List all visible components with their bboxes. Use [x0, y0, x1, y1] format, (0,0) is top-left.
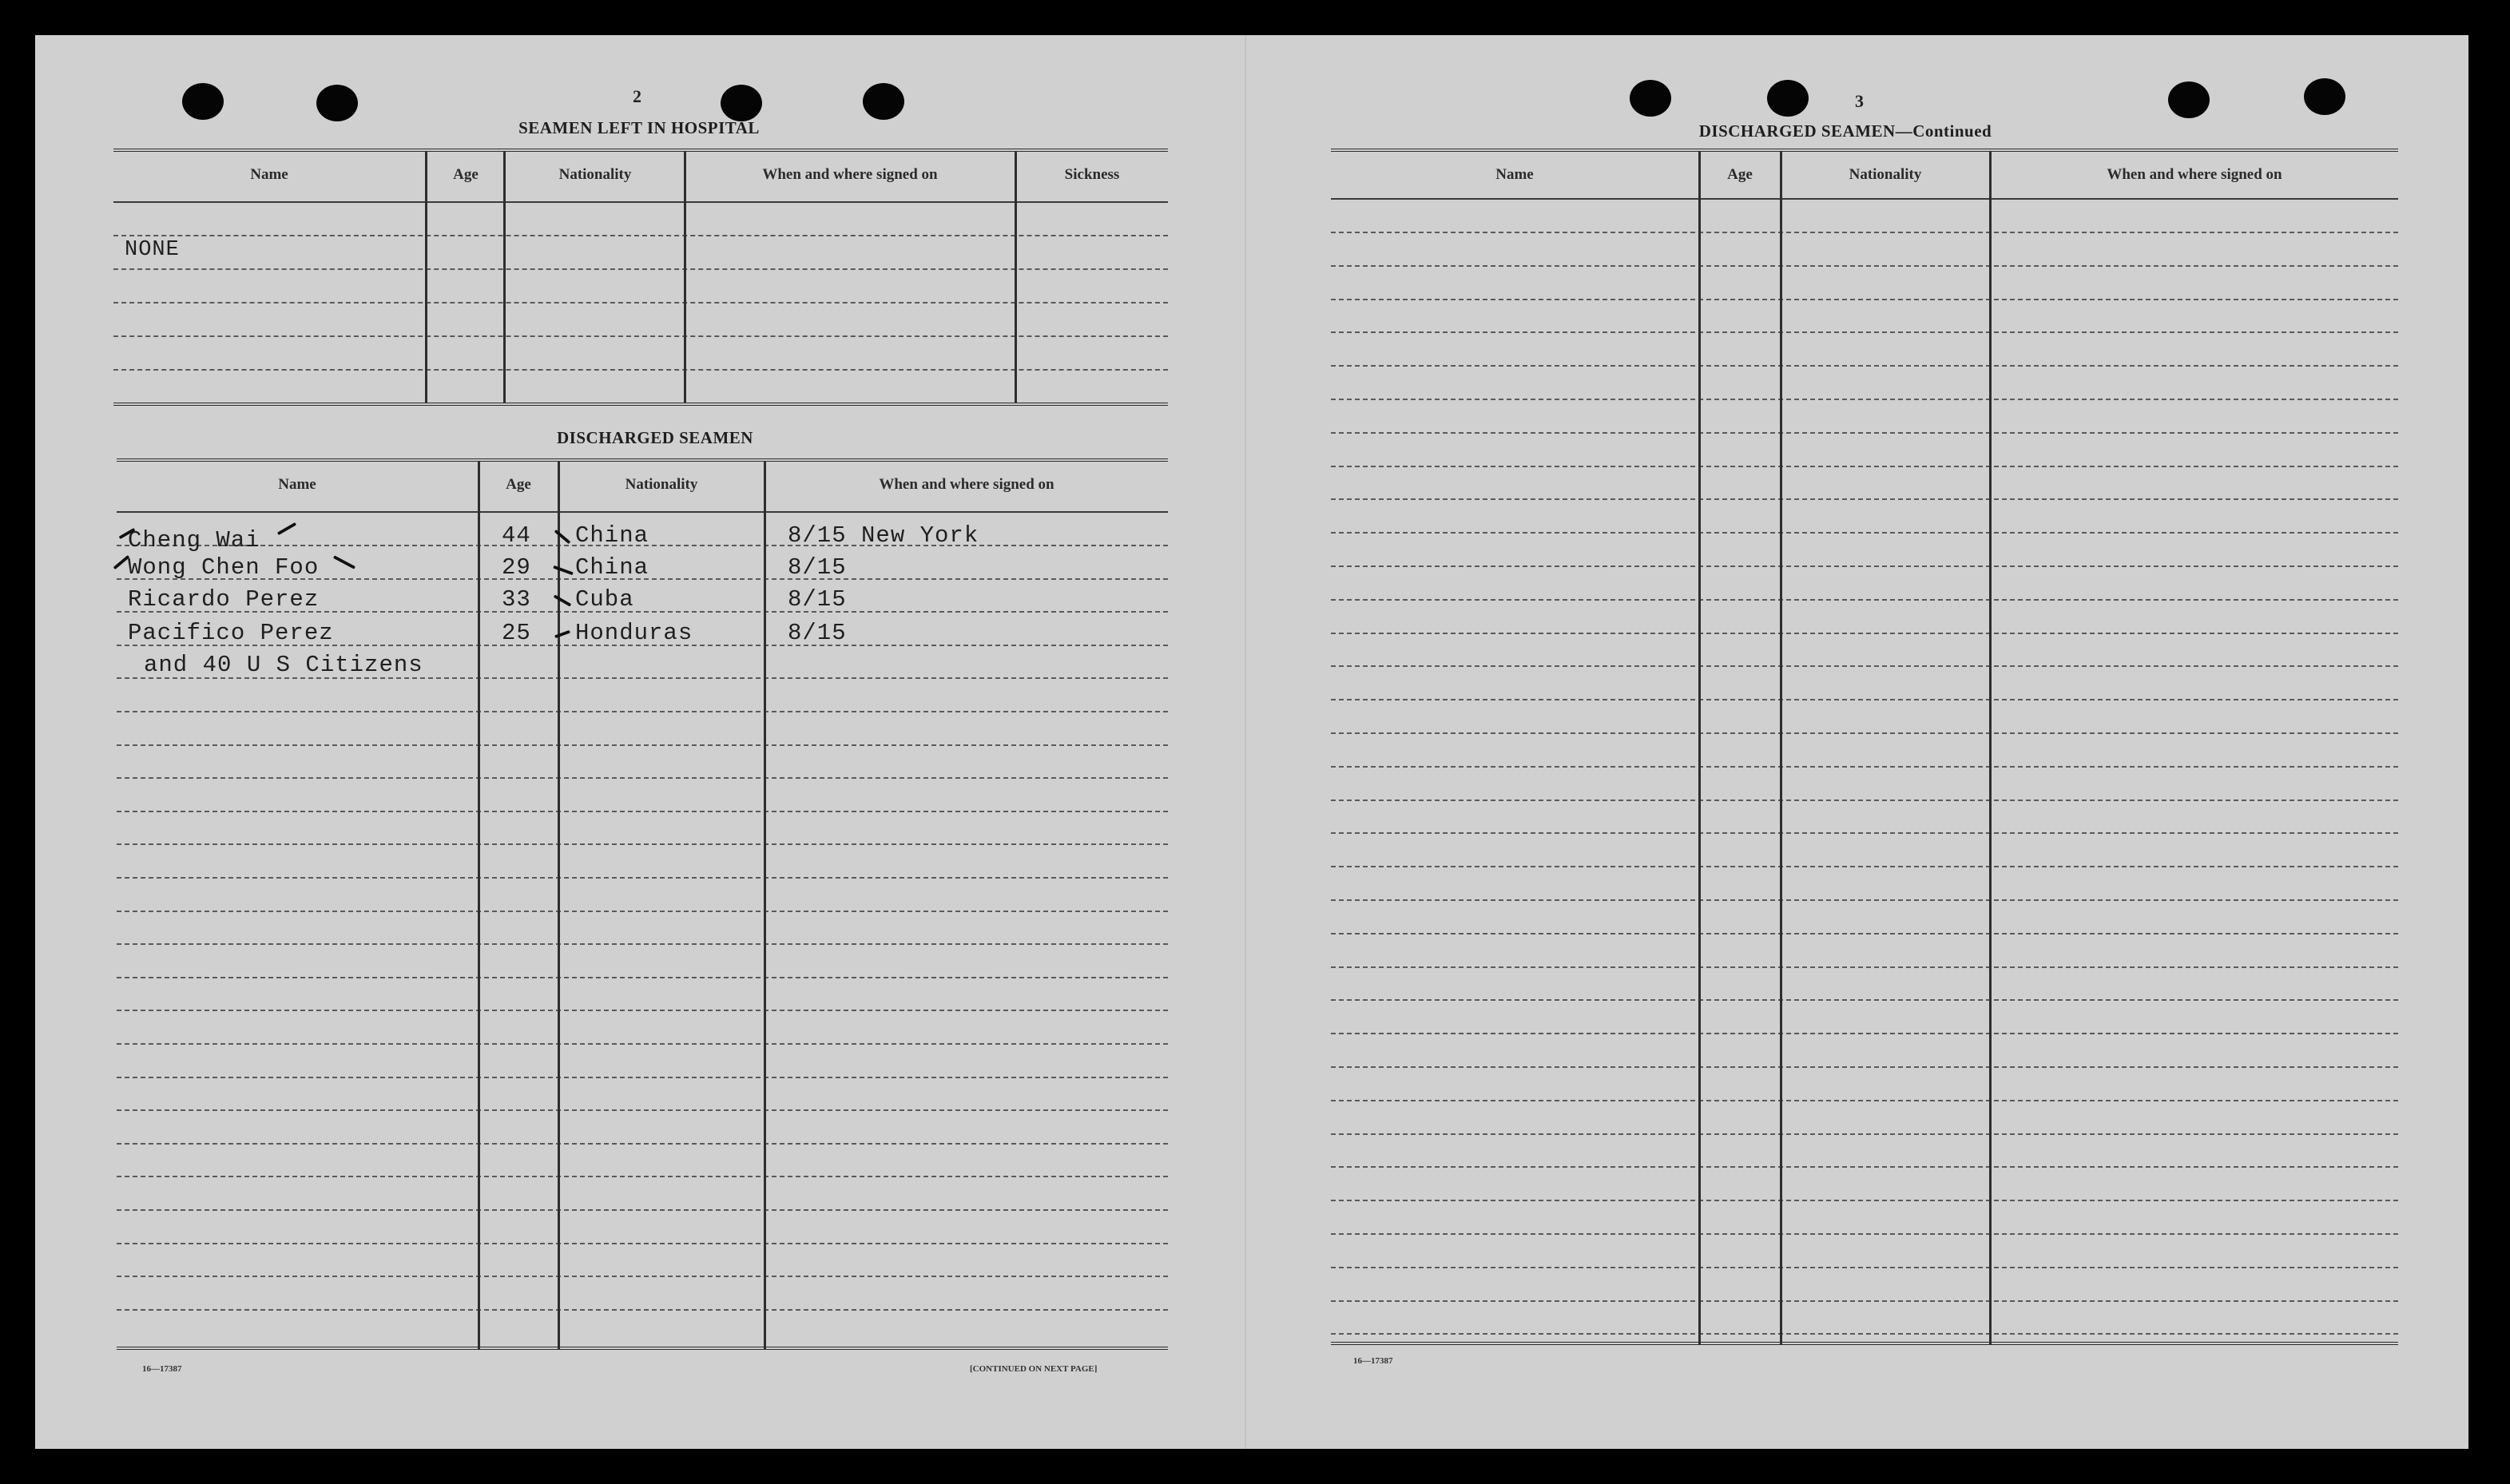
row-line [1331, 699, 2398, 700]
col-header-signed-on: When and where signed on [2107, 166, 2282, 183]
seaman-signed-on: 8/15 [788, 554, 847, 581]
column-divider [1015, 152, 1017, 403]
seaman-name: Cheng Wai [128, 527, 260, 554]
row-line [1331, 866, 2398, 867]
col-header-nationality: Nationality [625, 476, 698, 493]
row-line [113, 268, 1168, 270]
row-line [1331, 498, 2398, 500]
col-header-name: Name [250, 166, 288, 183]
row-line [1331, 432, 2398, 434]
column-divider [425, 152, 427, 403]
row-line [117, 1176, 1168, 1177]
col-header-age: Age [453, 166, 479, 183]
row-line [1331, 299, 2398, 300]
check-mark [554, 594, 572, 606]
row-line [1331, 1233, 2398, 1235]
row-line [117, 1309, 1168, 1311]
col-header-age: Age [1727, 166, 1753, 183]
discharged-table [117, 458, 1168, 1356]
row-line [117, 777, 1168, 779]
col-header-nationality: Nationality [558, 166, 632, 183]
col-header-signed-on: When and where signed on [762, 166, 938, 183]
table-bottom-rule [117, 1347, 1168, 1353]
row-line [1331, 532, 2398, 534]
col-header-nationality: Nationality [1849, 166, 1922, 183]
seaman-nationality: China [575, 522, 649, 549]
col-header-name: Name [278, 476, 316, 493]
row-line [1331, 331, 2398, 333]
row-line [117, 1077, 1168, 1078]
row-line [117, 1243, 1168, 1244]
row-line [1331, 1333, 2398, 1335]
seaman-nationality: Honduras [575, 620, 693, 646]
table-top-rule [1331, 149, 2398, 155]
row-line [117, 977, 1168, 978]
row-line [1331, 1033, 2398, 1034]
row-line [1331, 599, 2398, 601]
row-line [1331, 1267, 2398, 1268]
row-line [1331, 565, 2398, 567]
row-line [117, 1043, 1168, 1045]
punch-hole [721, 85, 762, 121]
row-line [117, 811, 1168, 812]
seaman-nationality: China [575, 554, 649, 581]
row-line [1331, 766, 2398, 768]
row-line [1331, 732, 2398, 734]
column-divider [1989, 152, 1992, 1345]
seaman-age: 44 [502, 522, 531, 549]
seaman-signed-on: 8/15 [788, 586, 847, 613]
table-bottom-rule [113, 403, 1168, 409]
table-top-rule [117, 458, 1168, 465]
column-divider [503, 152, 506, 403]
seaman-name: Pacifico Perez [128, 620, 334, 646]
table-top-rule [113, 149, 1168, 155]
punch-hole [182, 83, 224, 120]
punch-hole [863, 83, 904, 120]
citizens-note: and 40 U S Citizens [144, 652, 423, 678]
row-line [117, 711, 1168, 712]
punch-hole [316, 85, 358, 121]
row-line [1331, 1133, 2398, 1135]
row-line [117, 911, 1168, 912]
row-line [117, 1276, 1168, 1277]
check-mark [277, 522, 297, 535]
page-number-left: 2 [633, 86, 641, 106]
row-line [117, 843, 1168, 845]
header-rule [113, 201, 1168, 203]
seaman-age: 29 [502, 554, 531, 581]
column-divider [558, 462, 560, 1350]
row-line [1331, 1300, 2398, 1302]
row-line [1331, 665, 2398, 667]
seaman-age: 25 [502, 620, 531, 646]
form-number-left: 16—17387 [142, 1364, 182, 1374]
page-fold [1245, 35, 1246, 1449]
row-line [1331, 466, 2398, 467]
check-mark [333, 555, 355, 569]
column-divider [478, 462, 480, 1350]
seaman-age: 33 [502, 586, 531, 613]
row-line [113, 369, 1168, 371]
row-line [1331, 800, 2398, 801]
row-line [1331, 1166, 2398, 1168]
column-divider [684, 152, 686, 403]
seaman-signed-on: 8/15 [788, 620, 847, 646]
seaman-name: Ricardo Perez [128, 586, 320, 613]
column-divider [1698, 152, 1701, 1345]
row-line [1331, 899, 2398, 901]
row-line [1331, 399, 2398, 400]
column-divider [1780, 152, 1782, 1345]
row-line [1331, 365, 2398, 367]
row-line [1331, 966, 2398, 968]
col-header-sickness: Sickness [1064, 166, 1120, 183]
form-number-right: 16—17387 [1353, 1356, 1393, 1366]
row-line [117, 1010, 1168, 1011]
continued-title: DISCHARGED SEAMEN—Continued [1698, 121, 1992, 141]
row-line [117, 1143, 1168, 1145]
seaman-nationality: Cuba [575, 586, 634, 613]
punch-hole [2168, 81, 2210, 118]
row-line [1331, 232, 2398, 233]
punch-hole [1767, 80, 1809, 117]
column-divider [764, 462, 766, 1350]
check-mark [554, 630, 570, 639]
row-line [1331, 265, 2398, 267]
row-line [1331, 933, 2398, 934]
row-line [113, 335, 1168, 337]
continued-note: [CONTINUED ON NEXT PAGE] [970, 1364, 1098, 1374]
check-mark [554, 530, 571, 544]
row-line [113, 302, 1168, 304]
row-line [1331, 1100, 2398, 1101]
col-header-name: Name [1495, 166, 1534, 183]
row-line [117, 877, 1168, 879]
hospital-entry: NONE [125, 238, 180, 262]
punch-hole [2304, 78, 2345, 115]
hospital-table [113, 149, 1168, 412]
check-mark [553, 565, 574, 576]
header-rule [117, 511, 1168, 513]
col-header-age: Age [506, 476, 531, 493]
discharged-title: DISCHARGED SEAMEN [557, 428, 753, 447]
row-line [1331, 1066, 2398, 1068]
row-line [117, 1109, 1168, 1111]
discharged-continued-table [1331, 149, 2398, 1350]
row-line [1331, 999, 2398, 1001]
seaman-signed-on: 8/15 New York [788, 522, 979, 549]
row-line [117, 943, 1168, 945]
punch-hole [1630, 80, 1671, 117]
row-line [1331, 633, 2398, 634]
row-line [117, 744, 1168, 746]
table-bottom-rule [1331, 1342, 2398, 1348]
header-rule [1331, 198, 2398, 200]
row-line [1331, 1200, 2398, 1201]
row-line [117, 1209, 1168, 1211]
seaman-name: Wong Chen Foo [128, 554, 320, 581]
page-number-right: 3 [1855, 91, 1864, 111]
row-line [113, 235, 1168, 236]
hospital-title: SEAMEN LEFT IN HOSPITAL [518, 118, 760, 137]
col-header-signed-on: When and where signed on [879, 476, 1054, 493]
row-line [1331, 832, 2398, 834]
